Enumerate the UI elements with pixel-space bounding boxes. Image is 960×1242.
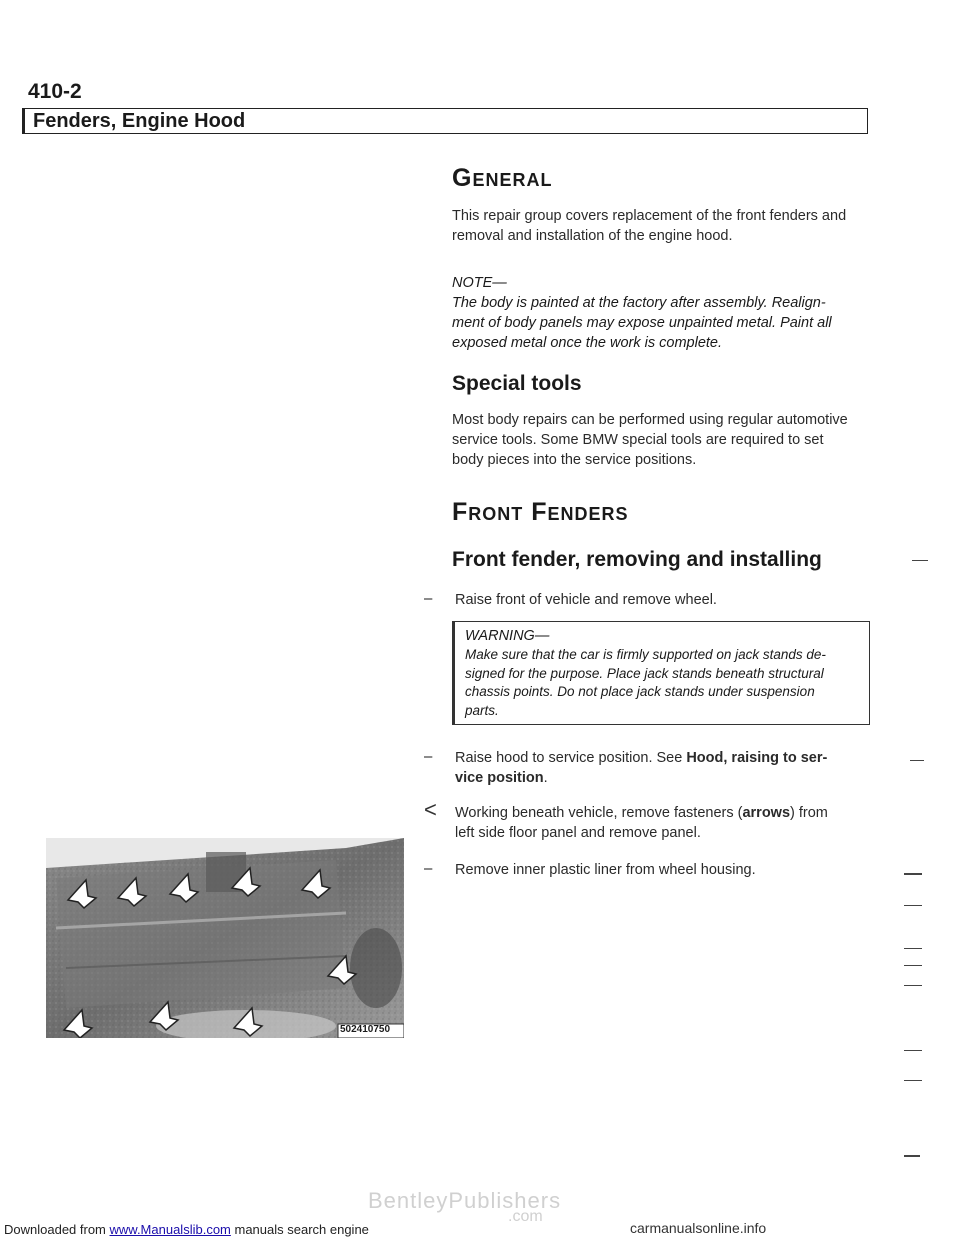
- text-line: left side floor panel and remove panel.: [455, 825, 701, 841]
- edge-mark: [904, 873, 922, 875]
- step-raise-hood: [455, 748, 827, 788]
- footer-text: Downloaded from: [4, 1222, 110, 1237]
- front-fender-subheading: Front fender, removing and installing: [452, 548, 822, 571]
- text-line: This repair group covers replacement of the front fenders and: [452, 208, 847, 224]
- cross-reference: Hood, raising to ser-: [686, 750, 828, 766]
- edge-mark: [904, 965, 922, 966]
- text-line: service tools. Some BMW special tools are required to set: [452, 432, 824, 448]
- footer-downloaded: [4, 1222, 369, 1237]
- special-tools-paragraph: [452, 410, 848, 470]
- front-fenders-heading: Front Fenders: [452, 498, 629, 526]
- manualslib-link[interactable]: www.Manualslib.com: [109, 1222, 231, 1237]
- warning-box: [452, 621, 870, 725]
- text-line: parts.: [465, 702, 499, 718]
- text-line: Most body repairs can be performed using regular automotive: [452, 412, 848, 428]
- footer-site: carmanualsonline.info: [630, 1220, 767, 1236]
- step-raise-vehicle: Raise front of vehicle and remove wheel.: [455, 592, 717, 608]
- pointer-left-icon: <: [424, 797, 437, 822]
- note-text: [452, 293, 832, 353]
- step-dash: –: [424, 860, 433, 877]
- photo-image: [46, 838, 404, 1038]
- edge-mark: [910, 760, 924, 761]
- text-line: removal and installation of the engine hood.: [452, 228, 733, 244]
- underbody-photo: [46, 838, 404, 1038]
- text-span: .: [543, 770, 548, 786]
- text-line: exposed metal once the work is complete.: [452, 335, 722, 351]
- text-line: The body is painted at the factory after assembly. Realign-: [452, 295, 826, 311]
- section-header-box: [22, 108, 868, 134]
- text-line: chassis points. Do not place jack stands under suspension: [465, 684, 815, 699]
- footer-text: manuals search engine: [230, 1222, 369, 1237]
- watermark: BentleyPublishers: [368, 1188, 562, 1213]
- section-title: Fenders, Engine Hood: [33, 110, 246, 132]
- text-line: ment of body panels may expose unpainted metal. Paint all: [452, 315, 832, 331]
- text-span: Raise hood to service position. See: [455, 750, 687, 766]
- step-dash: –: [424, 590, 433, 607]
- cross-reference: vice position: [455, 770, 544, 786]
- edge-mark: [904, 1050, 922, 1051]
- text-line: Make sure that the car is firmly supported on jack stands de-: [465, 647, 826, 662]
- note-label: NOTE—: [452, 275, 507, 291]
- page-number: 410-2: [28, 80, 82, 103]
- step-remove-liner: Remove inner plastic liner from wheel housing.: [455, 862, 756, 878]
- warning-text: [465, 646, 826, 720]
- text-span: Working beneath vehicle, remove fasteners (: [455, 805, 743, 821]
- special-tools-heading: Special tools: [452, 372, 582, 395]
- step-dash: –: [424, 748, 433, 765]
- bold-text: arrows: [742, 805, 791, 821]
- general-paragraph: [452, 206, 846, 246]
- edge-mark: [912, 560, 928, 561]
- photo-code: 502410750: [340, 1024, 391, 1035]
- text-line: body pieces into the service positions.: [452, 452, 697, 468]
- edge-mark: [904, 948, 922, 949]
- edge-mark: [904, 1155, 920, 1157]
- text-span: ) from: [790, 805, 828, 821]
- text-line: signed for the purpose. Place jack stands beneath structural: [465, 665, 824, 681]
- edge-mark: [904, 905, 922, 906]
- edge-mark: [904, 1080, 922, 1081]
- step-remove-fasteners: [455, 803, 828, 843]
- watermark-sub: .com: [508, 1208, 543, 1225]
- edge-mark: [904, 985, 922, 986]
- warning-label: WARNING—: [465, 628, 550, 644]
- general-heading: General: [452, 164, 553, 192]
